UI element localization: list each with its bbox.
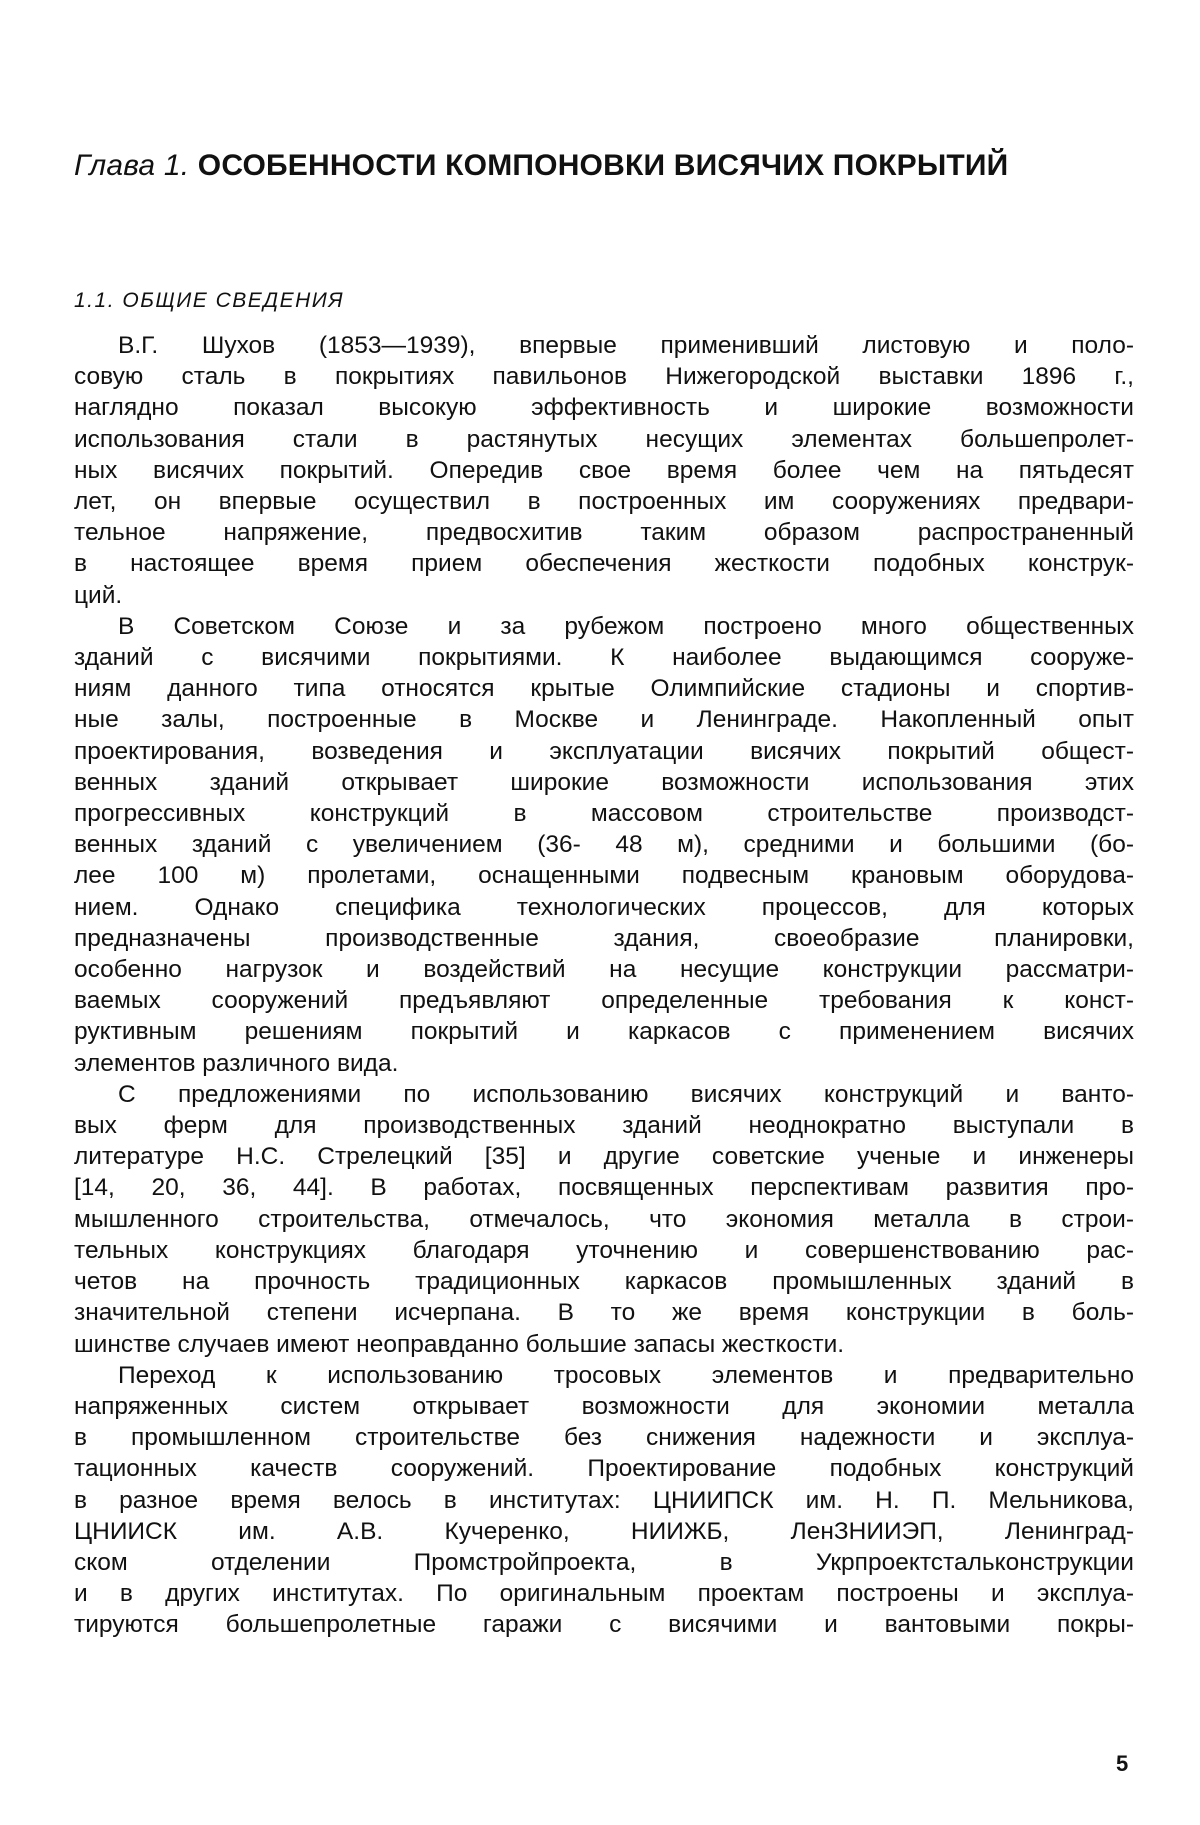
text-line: совую сталь в покрытиях павильонов Нижегородской выставки 1896 г., <box>74 363 1134 391</box>
text-line: в настоящее время прием обеспечения жесткости подобных конструк- <box>74 550 1134 578</box>
text-line: наглядно показал высокую эффективность и широкие возможности <box>74 394 1134 422</box>
text-line: использования стали в растянутых несущих элементах большепролет- <box>74 425 1134 453</box>
chapter-heading <box>74 148 1134 184</box>
chapter-prefix: Глава 1. <box>74 149 190 182</box>
text-line: тельное напряжение, предвосхитив таким образом распространенный <box>74 519 1134 547</box>
text-line: руктивным решениям покрытий и каркасов с применением висячих <box>74 1018 1134 1046</box>
text-line: ЦНИИСК им. А.В. Кучеренко, НИИЖБ, ЛенЗНИИЭП, Ленинград- <box>74 1517 1134 1545</box>
text-line: тационных качеств сооружений. Проектирование подобных конструкций <box>74 1455 1134 1483</box>
text-line: в разное время велось в институтах: ЦНИИПСК им. Н. П. Мельникова, <box>74 1486 1134 1514</box>
text-line: предназначены производственные здания, своеобразие планировки, <box>74 924 1134 952</box>
chapter-title: ОСОБЕННОСТИ КОМПОНОВКИ ВИСЯЧИХ ПОКРЫТИЙ <box>197 149 1009 182</box>
text-line: прогрессивных конструкций в массовом строительстве производст- <box>74 800 1134 828</box>
section-heading: 1.1. ОБЩИЕ СВЕДЕНИЯ <box>74 289 345 312</box>
text-line: ных висячих покрытий. Опередив свое время более чем на пятьдесят <box>74 456 1134 484</box>
text-line: ском отделении Промстройпроекта, в Укрпроектстальконструкции <box>74 1548 1134 1576</box>
text-line: элементов различного вида. <box>74 1049 399 1077</box>
text-line: мышленного строительства, отмечалось, что экономия металла в строи- <box>74 1205 1134 1233</box>
text-line: венных зданий открывает широкие возможности использования этих <box>74 768 1134 796</box>
paragraph <box>74 1079 1134 1360</box>
paragraph <box>74 611 1134 1079</box>
text-line: ций. <box>74 581 123 609</box>
body-text <box>74 330 1134 1641</box>
text-line: литературе Н.С. Стрелецкий [35] и другие советские ученые и инженеры <box>74 1143 1134 1171</box>
text-line: четов на прочность традиционных каркасов промышленных зданий в <box>74 1268 1134 1296</box>
text-line: нием. Однако специфика технологических процессов, для которых <box>74 893 1134 921</box>
text-line: ные залы, построенные в Москве и Ленинграде. Накопленный опыт <box>74 706 1134 734</box>
text-line: В Советском Союзе и за рубежом построено много общественных <box>118 612 1134 640</box>
text-line: особенно нагрузок и воздействий на несущие конструкции рассматри- <box>74 956 1134 984</box>
text-line: шинстве случаев имеют неоправданно большие запасы жесткости. <box>74 1330 845 1358</box>
text-line: тельных конструкциях благодаря уточнению и совершенствованию рас- <box>74 1236 1134 1264</box>
text-line: венных зданий с увеличением (36- 48 м), средними и большими (бо- <box>74 831 1134 859</box>
text-line: ваемых сооружений предъявляют определенные требования к конст- <box>74 987 1134 1015</box>
text-line: зданий с висячими покрытиями. К наиболее выдающимся сооруже- <box>74 644 1134 672</box>
text-line: тируются большепролетные гаражи с висячими и вантовыми покры- <box>74 1611 1134 1639</box>
page-number: 5 <box>1116 1751 1129 1776</box>
paragraph <box>74 1360 1134 1641</box>
text-line: напряженных систем открывает возможности для экономии металла <box>74 1392 1134 1420</box>
text-line: ниям данного типа относятся крытые Олимпийские стадионы и спортив- <box>74 675 1134 703</box>
paragraph <box>74 330 1134 611</box>
text-line: лее 100 м) пролетами, оснащенными подвесным крановым оборудова- <box>74 862 1134 890</box>
text-line: [14, 20, 36, 44]. В работах, посвященных перспективам развития про- <box>74 1174 1134 1202</box>
text-line: проектирования, возведения и эксплуатации висячих покрытий общест- <box>74 737 1134 765</box>
text-line: Переход к использованию тросовых элементов и предварительно <box>118 1361 1134 1389</box>
text-line: вых ферм для производственных зданий неоднократно выступали в <box>74 1112 1134 1140</box>
text-line: С предложениями по использованию висячих конструкций и ванто- <box>118 1080 1134 1108</box>
text-line: лет, он впервые осуществил в построенных им сооружениях предвари- <box>74 488 1134 516</box>
text-line: в промышленном строительстве без снижения надежности и эксплуа- <box>74 1424 1134 1452</box>
text-line: и в других институтах. По оригинальным проектам построены и эксплуа- <box>74 1580 1134 1608</box>
text-line: В.Г. Шухов (1853—1939), впервые применивший листовую и поло- <box>118 332 1134 359</box>
text-line: значительной степени исчерпана. В то же время конструкции в боль- <box>74 1299 1134 1327</box>
